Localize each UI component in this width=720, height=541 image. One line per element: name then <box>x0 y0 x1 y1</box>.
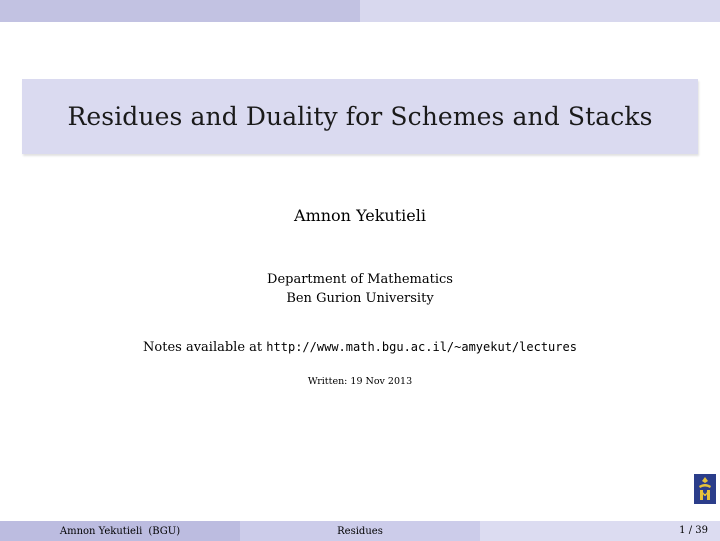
footer-author: Amnon Yekutieli <box>59 525 143 537</box>
footer-short-title: Residues <box>337 525 383 537</box>
notes-line <box>0 340 720 355</box>
notes-url-link[interactable]: http://www.math.bgu.ac.il/~amyekut/lectures <box>266 340 577 354</box>
footer-page-section <box>480 521 720 541</box>
header-bar-right <box>360 0 720 22</box>
written-date: Written: 19 Nov 2013 <box>307 376 413 387</box>
notes-prefix: Notes available at <box>143 340 263 355</box>
institute-university: Ben Gurion University <box>286 291 434 306</box>
footer-author-section <box>0 521 240 541</box>
footer-title-section <box>240 521 480 541</box>
footer-page-number: 1 / 39 <box>679 525 708 536</box>
institute <box>0 270 720 308</box>
footer-affiliation: (BGU) <box>148 525 181 537</box>
author-name: Amnon Yekutieli <box>294 206 426 225</box>
header-bar-left <box>0 0 360 22</box>
footer-bar <box>0 521 720 541</box>
bgu-logo-icon <box>694 474 716 504</box>
title-block <box>22 79 698 154</box>
institute-department: Department of Mathematics <box>267 272 453 287</box>
slide-title: Residues and Duality for Schemes and Stacks <box>67 102 653 131</box>
